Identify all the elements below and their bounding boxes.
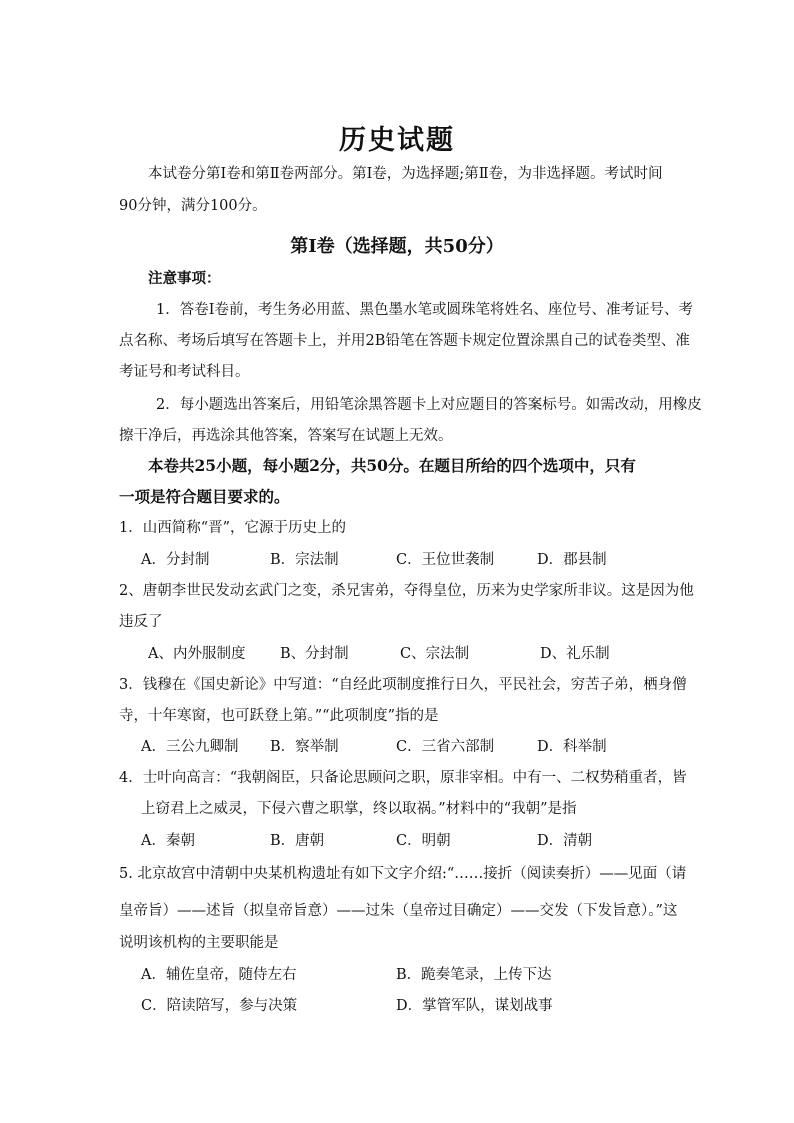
- question-5-option-c: C．陪读陪写，参与决策: [141, 998, 298, 1014]
- question-4-line-1: 4．士叶向高言：“我朝阁臣，只备论思顾问之职，原非宰相。中有一、二权势稍重者，皆: [119, 770, 687, 786]
- question-5-line-2: 皇帝旨）——述旨（拟皇帝旨意）——过朱（皇帝过目确定）——交发（下发旨意）。”这: [119, 903, 678, 919]
- question-4-option-b: B．唐朝: [270, 833, 325, 849]
- question-4-option-c: C．明朝: [396, 833, 451, 849]
- question-1-option-c: C．王位世袭制: [396, 552, 495, 568]
- question-3-option-d: D．科举制: [537, 739, 607, 755]
- question-5-option-d: D．掌管军队，谋划战事: [396, 998, 553, 1014]
- question-2-line-2: 违反了: [119, 614, 163, 630]
- question-5-line-3: 说明该机构的主要职能是: [119, 935, 279, 951]
- question-1-line-1: 1．山西简称“晋”，它源于历史上的: [119, 520, 347, 536]
- question-3-line-2: 寺，十年寒窗，也可跃登上第。”“此项制度”指的是: [119, 708, 439, 724]
- question-5-option-a: A．辅佐皇帝，随侍左右: [141, 967, 297, 983]
- notice-item1-line2: 点名称、考场后填写在答题卡上，并用2B铅笔在答题卡规定位置涂黑自己的试卷类型、准: [119, 333, 690, 349]
- question-2-option-b: B、分封制: [280, 646, 349, 662]
- intro-line-1: 本试卷分第Ⅰ卷和第Ⅱ卷两部分。第Ⅰ卷，为选择题;第Ⅱ卷，为非选择题。考试时间: [148, 166, 663, 182]
- page-title: 历史试题: [339, 125, 455, 156]
- question-4-option-a: A．秦朝: [141, 833, 195, 849]
- question-5-line-1: 5. 北京故宫中清朝中央某机构遗址有如下文字介绍:“……接折（阅读奏折）——见面（请: [119, 866, 687, 882]
- intro-line-2: 90分钟，满分100分。: [119, 198, 267, 214]
- question-3-line-1: 3．钱穆在《国史新论》中写道：“自经此项制度推行日久，平民社会，穷苦子弟，栖身僧: [119, 677, 687, 693]
- notice-item2-line2: 擦干净后，再选涂其他答案，答案写在试题上无效。: [119, 428, 453, 444]
- question-4-option-d: D．清朝: [537, 833, 593, 849]
- question-3-option-b: B．察举制: [270, 739, 339, 755]
- question-4-line-2: 上窃君上之威灵，下侵六曹之职掌，终以取祸。”材料中的“我朝”是指: [141, 801, 577, 817]
- question-2-option-d: D、礼乐制: [540, 646, 610, 662]
- question-1-option-b: B．宗法制: [270, 552, 339, 568]
- question-2-option-a: A、内外服制度: [148, 646, 246, 662]
- notice-heading: 注意事项：: [148, 270, 221, 287]
- instruction-line-2: 一项是符合题目要求的。: [119, 487, 290, 506]
- notice-item1-line1: 1．答卷Ⅰ卷前，考生务必用蓝、黑色墨水笔或圆珠笔将姓名、座位号、准考证号、考: [156, 302, 693, 318]
- question-3-option-a: A．三公九卿制: [141, 739, 239, 755]
- question-2-option-c: C、宗法制: [400, 646, 470, 662]
- section-title: 第Ⅰ卷（选择题，共50分）: [290, 236, 504, 257]
- question-2-line-1: 2、唐朝李世民发动玄武门之变，杀兄害弟，夺得皇位，历来为史学家所非议。这是因为他: [119, 583, 694, 599]
- question-5-option-b: B．跪奏笔录，上传下达: [396, 967, 552, 983]
- question-1-option-a: A．分封制: [141, 552, 210, 568]
- question-1-option-d: D．郡县制: [537, 552, 607, 568]
- instruction-line-1: 本卷共25小题，每小题2分，共50分。在题目所给的四个选项中，只有: [148, 456, 636, 475]
- notice-item2-line1: 2．每小题选出答案后，用铅笔涂黑答题卡上对应题目的答案标号。如需改动，用橡皮: [156, 397, 702, 413]
- question-3-option-c: C．三省六部制: [396, 739, 495, 755]
- notice-item1-line3: 考证号和考试科目。: [119, 364, 250, 380]
